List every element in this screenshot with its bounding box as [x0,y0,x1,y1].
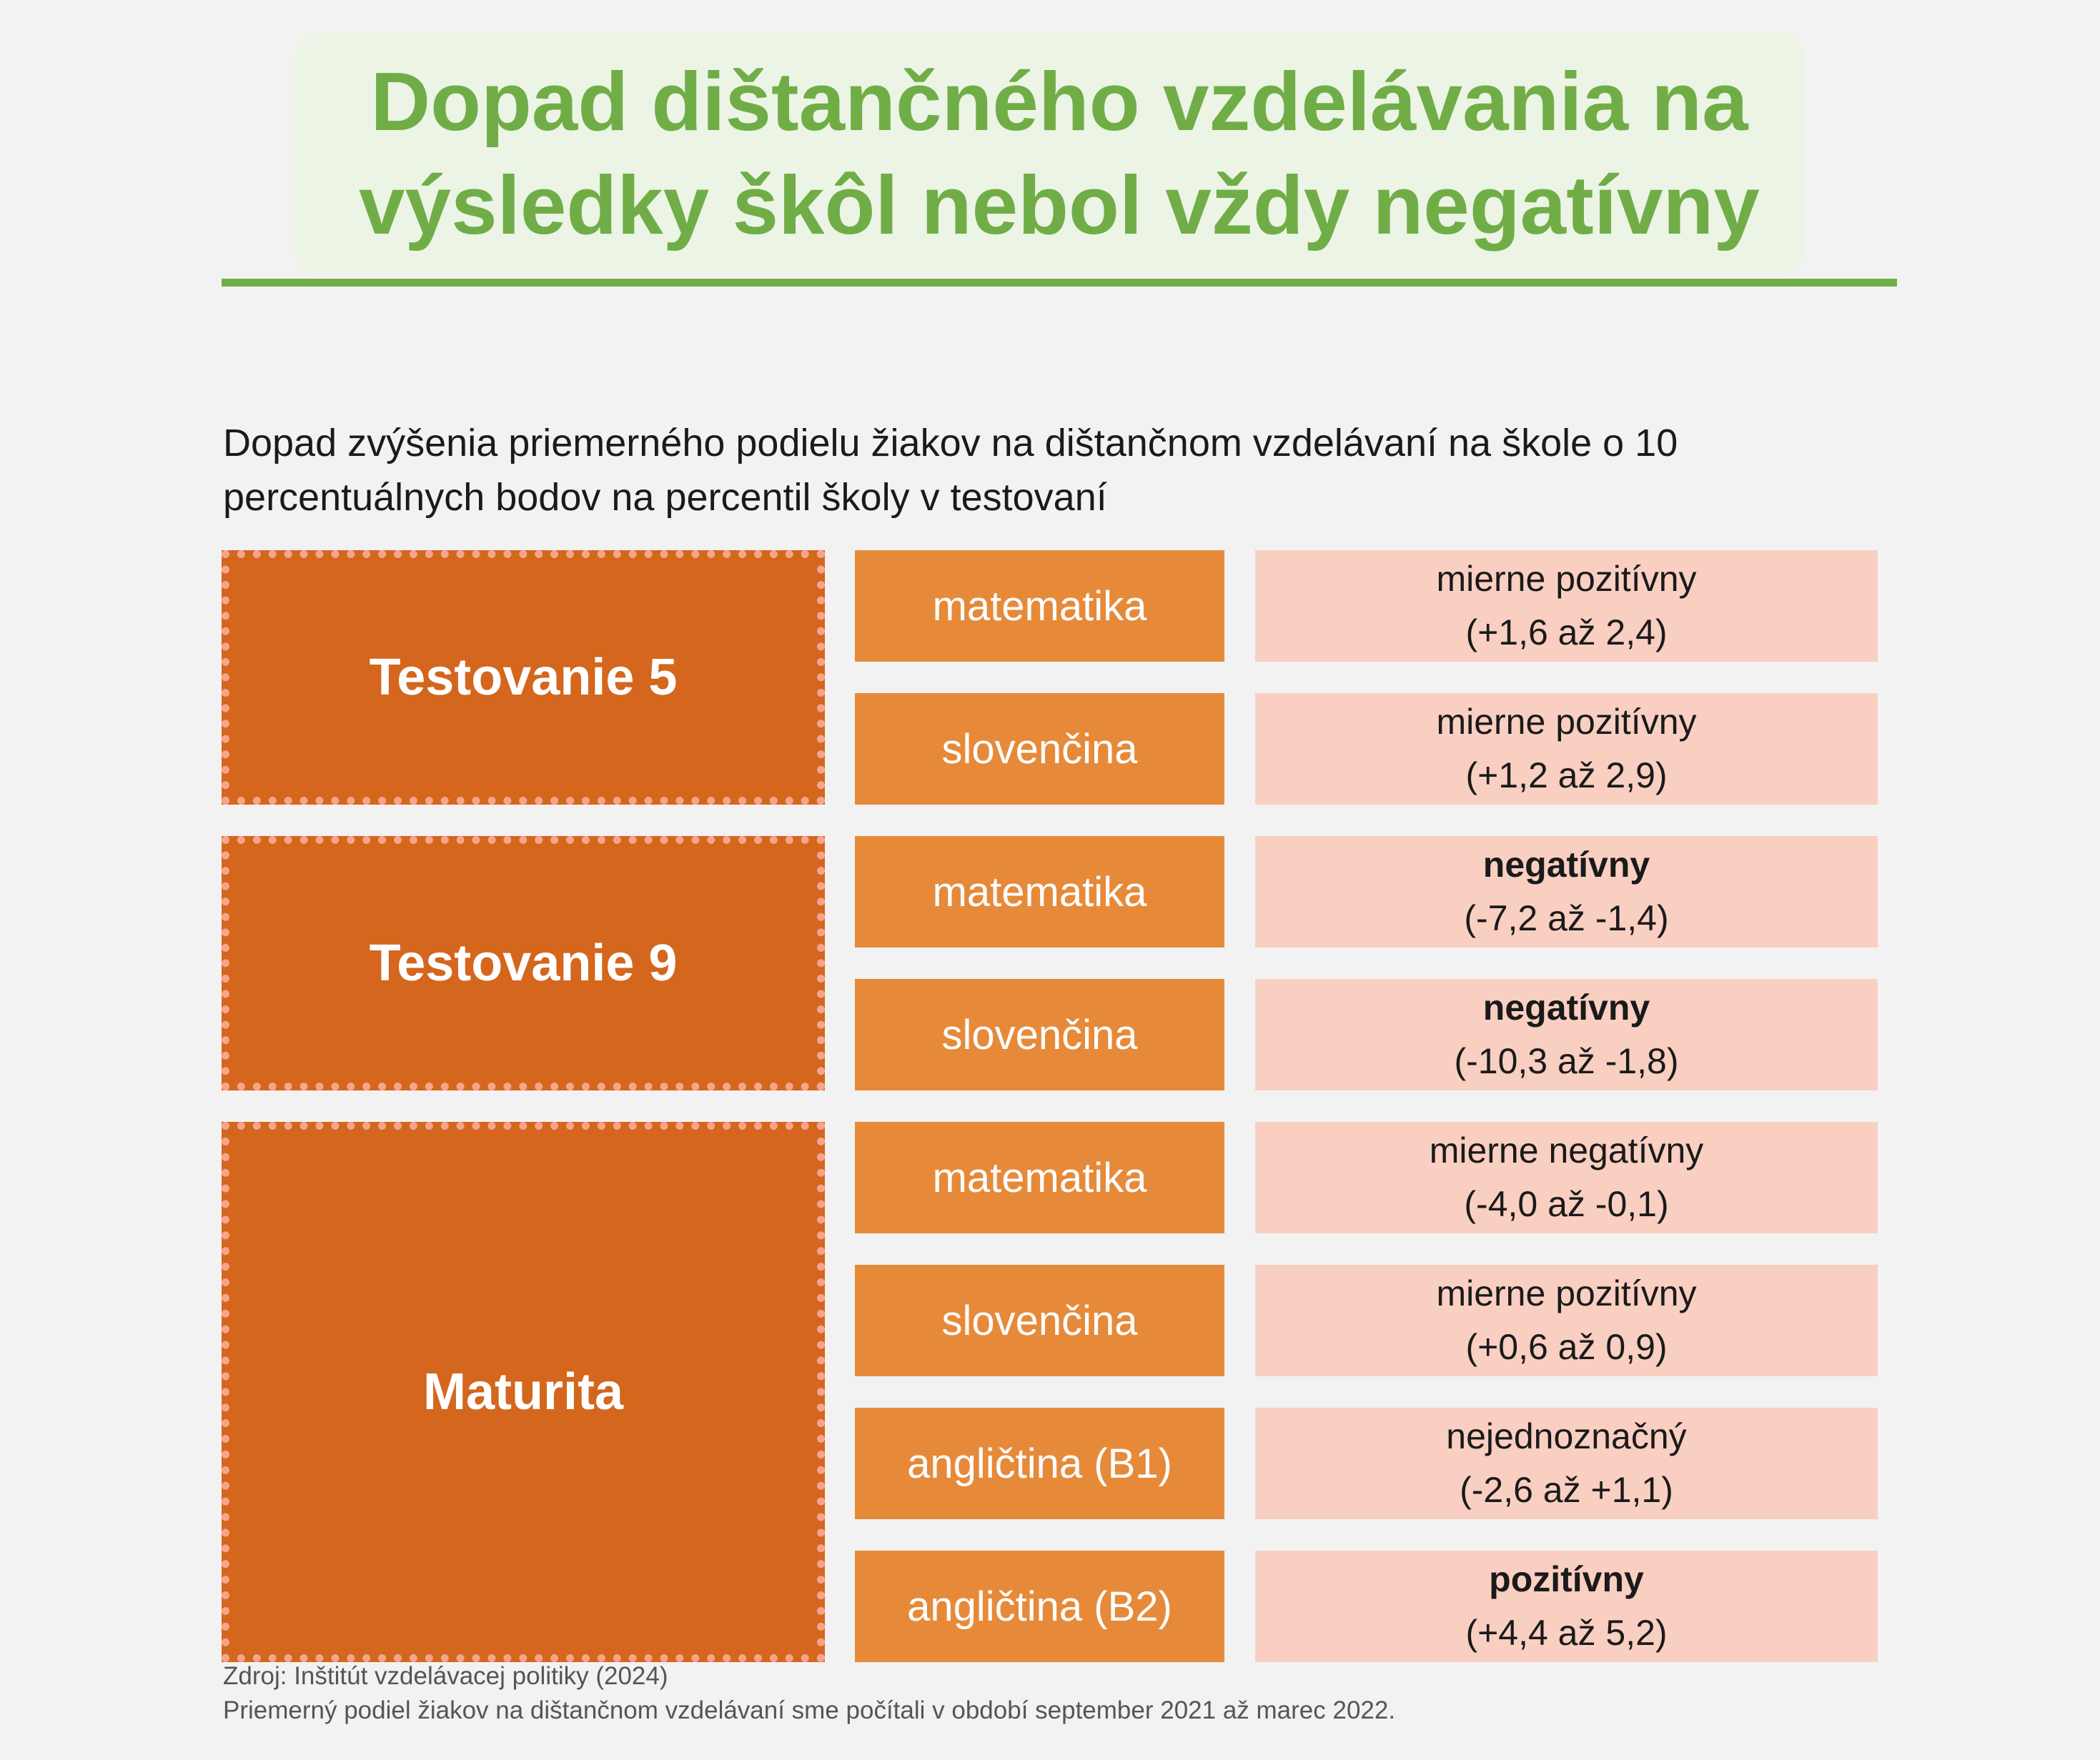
subject-label: slovenčina [941,1297,1138,1344]
group-label: Maturita [422,1363,624,1421]
title-line-1: Dopad dištančného vzdelávania na [370,55,1748,148]
result-label: nejednoznačný [1446,1416,1687,1456]
result-range: (-4,0 až -0,1) [1464,1184,1669,1224]
group-label: Testovanie 5 [369,649,678,706]
subject-label: slovenčina [941,725,1138,772]
footer [223,1659,1395,1728]
subject-cell [855,693,1224,805]
result-cell [1255,693,1878,805]
result-range: (-2,6 až +1,1) [1460,1470,1673,1510]
result-range: (+1,6 až 2,4) [1465,612,1668,652]
result-range: (+0,6 až 0,9) [1465,1327,1668,1367]
title-line-2: výsledky škôl nebol vždy negatívny [359,159,1760,252]
subject-label: matematika [932,582,1147,630]
subtitle-line-2: percentuálnych bodov na percentil školy v testovaní [223,476,1107,519]
result-label: mierne pozitívny [1436,1273,1697,1313]
result-cell [1255,979,1878,1090]
result-label: mierne pozitívny [1436,559,1697,599]
subject-cell [855,1122,1224,1233]
group-testovanie-5 [222,550,825,805]
result-label: pozitívny [1489,1559,1644,1599]
result-label: negatívny [1482,845,1650,885]
subject-label: angličtina (B1) [907,1440,1172,1487]
result-cell [1255,550,1878,662]
page-title [223,50,1896,257]
result-range: (+1,2 až 2,9) [1465,755,1668,795]
subject-label: matematika [932,868,1147,915]
group-testovanie-9 [222,836,825,1090]
result-label: mierne pozitívny [1436,702,1697,742]
result-cell [1255,1408,1878,1519]
result-cell [1255,1551,1878,1662]
result-label: negatívny [1482,988,1650,1028]
result-range: (-10,3 až -1,8) [1454,1041,1679,1081]
subject-cell [855,979,1224,1090]
subject-cell [855,550,1224,662]
group-label: Testovanie 9 [369,935,678,992]
subject-cell [855,1265,1224,1376]
result-label: mierne negatívny [1429,1130,1704,1170]
group-maturita [222,1122,825,1662]
result-range: (+4,4 až 5,2) [1465,1613,1668,1653]
result-cell [1255,1122,1878,1233]
result-range: (-7,2 až -1,4) [1464,898,1669,938]
subject-cell [855,836,1224,948]
subject-cell [855,1408,1224,1519]
source-note: Zdroj: Inštitút vzdelávacej politiky (2024) [223,1662,668,1690]
subject-label: slovenčina [941,1011,1138,1058]
result-cell [1255,1265,1878,1376]
subject-label: angličtina (B2) [907,1583,1172,1630]
subject-cell [855,1551,1224,1662]
subject-label: matematika [932,1154,1147,1201]
subtitle-line-1: Dopad zvýšenia priemerného podielu žiakov na dištančnom vzdelávaní na škole o 10 [223,422,1678,464]
method-note: Priemerný podiel žiakov na dištančnom vzdelávaní sme počítali v období september 2021 až marec 2022. [223,1696,1396,1724]
result-cell [1255,836,1878,948]
title-underline [222,279,1897,287]
subtitle [223,416,1938,524]
